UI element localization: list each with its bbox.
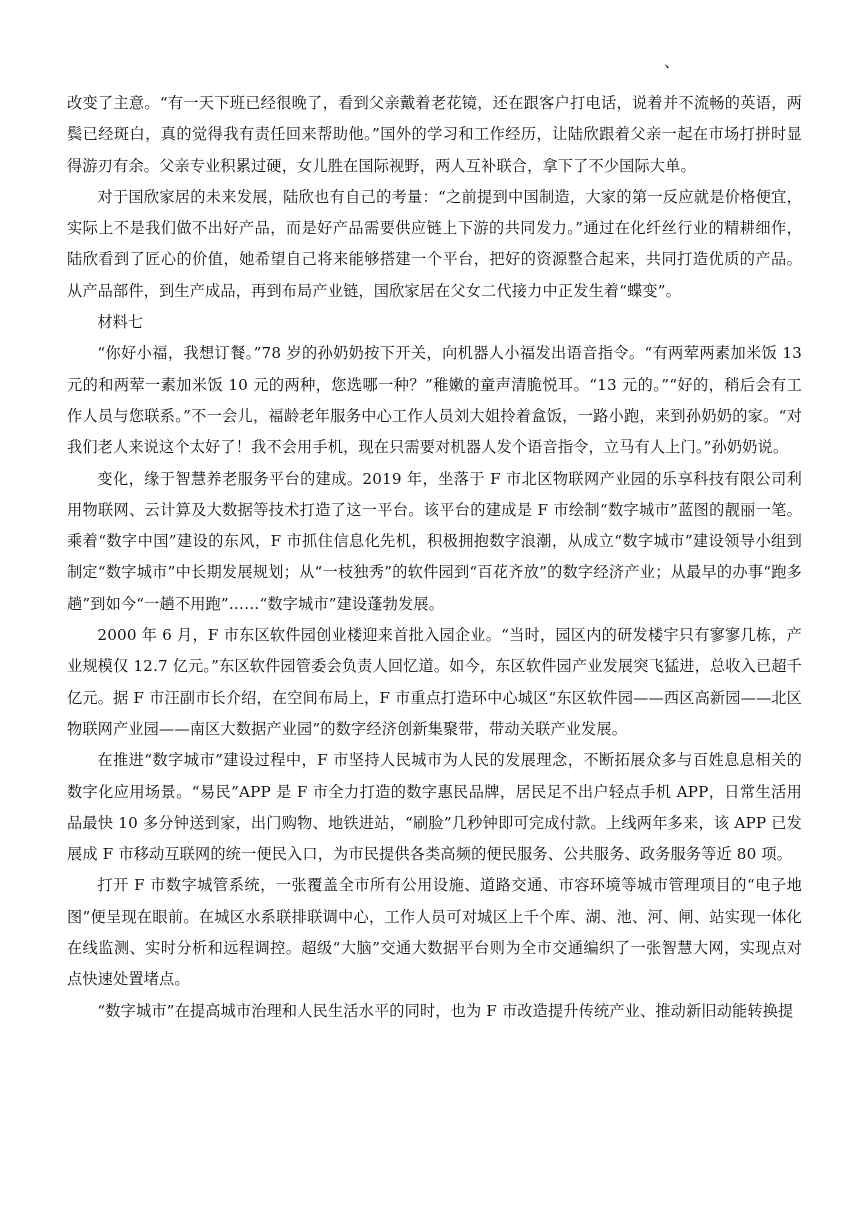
top-mark: 、 bbox=[664, 52, 681, 71]
paragraph-urban-management: 打开 F 市数字城管系统，一张覆盖全市所有公用设施、道路交通、市容环境等城市管理项目的“电子地图”便呈现在眼前。在城区水系联排联调中心，工作人员可对城区上千个库、湖、池、河、闸、站实现一体化在线监测、实时分析和远程调控。超级“大脑”交通大数据平台则为全市交通编织了一张智慧大网，实现点对点快速处置堵点。 bbox=[67, 876, 802, 989]
section-heading-material-seven: 材料七 bbox=[97, 313, 143, 332]
paragraph-digital-app: 在推进“数字城市”建设过程中，F 市坚持人民城市为人民的发展理念，不断拓展众多与百姓息息相关的数字化应用场景。“易民”APP 是 F 市全力打造的数字惠民品牌，居民足不出户轻点手机 APP，日常生活用品最快 10 多分钟送到家，出门购物、地铁进站，“刷脸”几秒钟即可完成付款。上线两年多来，该 APP 已发展成 F 市移动互联网的统一便民入口，为市民提供各类高频的便民服务、公共服务、政务服务等近 80 项。 bbox=[67, 751, 802, 864]
paragraph-robot-order: “你好小福，我想订餐。”78 岁的孙奶奶按下开关，向机器人小福发出语音指令。“有两荤两素加米饭 13 元的和两荤一素加米饭 10 元的两种，您选哪一种？”稚嫩的童声清脆悦耳。“13 元的。”“好的，稍后会有工作人员与您联系。”不一会儿，福龄老年服务中心工作人员刘大姐拎着盒饭，一路小跑，来到孙奶奶的家。“对我们老人来说这个太好了！我不会用手机，现在只需要对机器人发个语音指令，立马有人上门。”孙奶奶说。 bbox=[67, 344, 802, 457]
paragraph-guoxin-future: 对于国欣家居的未来发展，陆欣也有自己的考量：“之前提到中国制造，大家的第一反应就是价格便宜，实际上不是我们做不出好产品，而是好产品需要供应链上下游的共同发力。”通过在化纤丝行业的精耕细作，陆欣看到了匠心的价值，她希望自己将来能够搭建一个平台，把好的资源整合起来，共同打造优质的产品。从产品部件，到生产成品，再到布局产业链，国欣家居在父女二代接力中正发生着“蝶变”。 bbox=[67, 187, 802, 300]
paragraph-software-park: 2000 年 6 月，F 市东区软件园创业楼迎来首批入园企业。“当时，园区内的研发楼宇只有寥寥几栋，产业规模仅 12.7 亿元。”东区软件园管委会负责人回忆道。如今，东区软件园产业发展突飞猛进，总收入已超千亿元。据 F 市汪副市长介绍，在空间布局上，F 市重点打造环中心城区“东区软件园——西区高新园——北区物联网产业园——南区大数据产业园”的数字经济创新集聚带，带动关联产业发展。 bbox=[67, 626, 802, 738]
paragraph-smart-elderly-platform: 变化，缘于智慧养老服务平台的建成。2019 年，坐落于 F 市北区物联网产业园的乐享科技有限公司利用物联网、云计算及大数据等技术打造了这一平台。该平台的建成是 F 市绘制“数字城市”蓝图的靓丽一笔。乘着“数字中国”建设的东风，F 市抓住信息化先机，积极拥抱数字浪潮，从成立“数字城市”建设领导小组到制定“数字城市”中长期发展规划；从“一枝独秀”的软件园到“百花齐放”的数字经济产业；从最早的办事“跑多趟”到如今“一趟不用跑”……“数字城市”建设蓬勃发展。 bbox=[67, 469, 802, 613]
paragraph-digital-city-final: “数字城市”在提高城市治理和人民生活水平的同时，也为 F 市改造提升传统产业、推动新旧动能转换提 bbox=[97, 1001, 794, 1020]
document-body bbox=[67, 88, 802, 1027]
paragraph-continuation: 改变了主意。“有一天下班已经很晚了，看到父亲戴着老花镜，还在跟客户打电话，说着并不流畅的英语，两鬓已经斑白，真的觉得我有责任回来帮助他。”国外的学习和工作经历，让陆欣跟着父亲一起在市场打拼时显得游刃有余。父亲专业积累过硬，女儿胜在国际视野，两人互补联合，拿下了不少国际大单。 bbox=[67, 94, 802, 175]
